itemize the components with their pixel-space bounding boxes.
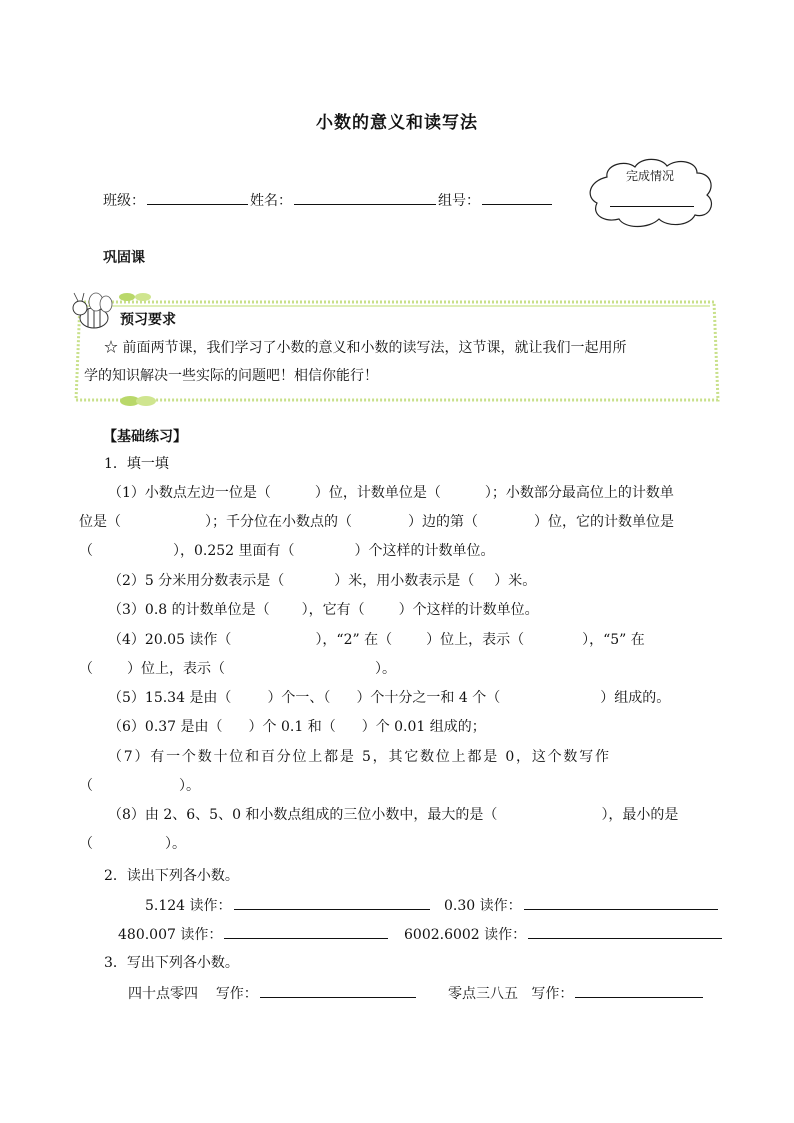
- group-label: 组号：: [438, 193, 480, 209]
- q2-row2-left: [118, 924, 390, 945]
- q1-item5-text-a: （5）15.34 是由（: [108, 690, 232, 706]
- q1-item6: [108, 717, 486, 737]
- leaf-sprig-top-icon: [118, 292, 152, 302]
- q1-item1-text-j: ）个这样的计数单位。: [354, 543, 495, 559]
- q2-row1-left: [145, 895, 432, 916]
- q1-item5-text-c: ）个十分之一和 4 个（: [356, 690, 501, 706]
- leaf-sprig-bottom-icon: [118, 393, 158, 409]
- q3-row-right: [448, 983, 705, 1004]
- q1-item4-text-a: （4）20.05 读作（: [108, 632, 232, 648]
- q2-row1-right: [444, 895, 720, 916]
- q1-item3-text-c: ）个这样的计数单位。: [398, 602, 539, 618]
- q3-write-label: 写作：: [215, 986, 258, 1002]
- q1-item4-line2: [79, 659, 396, 679]
- q1-item8-line2: [79, 834, 186, 854]
- page-title: 小数的意义和读写法: [316, 113, 478, 133]
- preview-text-1: 前面两节课，我们学习了小数的意义和小数的读写法，这节课，就让我们一起用所: [122, 340, 627, 356]
- q1-item5-text-d: ）组成的。: [600, 690, 671, 706]
- q1-item2-text-b: ）米，用小数表示是（: [334, 573, 475, 589]
- q2-read-label: 读作：: [189, 898, 232, 914]
- q1-item1-text-i: ），0.252 里面有（: [173, 543, 295, 559]
- preview-line-2: 学的知识解决一些实际的问题吧！相信你能行！: [84, 368, 378, 384]
- q1-item1-line3: [79, 541, 495, 561]
- q1-item6-text-a: （6）0.37 是由（: [108, 719, 223, 735]
- answer-line[interactable]: [224, 924, 388, 939]
- lesson-type: 巩固课: [103, 250, 145, 266]
- q1-item4-line1: [108, 630, 645, 650]
- q1-item1-line1: [108, 483, 674, 503]
- q1-item7-text-c: ）。: [179, 778, 200, 794]
- q1-item2: [108, 571, 536, 591]
- q2-read-label: 读作：: [180, 927, 223, 943]
- q1-item5-text-b: ）个一、（: [267, 690, 331, 706]
- q2-row2-right: [404, 924, 724, 945]
- completion-blank[interactable]: [610, 206, 694, 207]
- q1-item1-text-g: ）位，它的计数单位是: [534, 514, 674, 530]
- q1-item8-text-d: ）。: [165, 836, 186, 852]
- q1-item1-text-h: （: [79, 543, 93, 559]
- answer-line[interactable]: [524, 895, 718, 910]
- q1-item4-text-d: ），“5” 在: [582, 632, 645, 648]
- q1-item4-text-e: （: [79, 661, 93, 677]
- q2-number: 5.124: [145, 898, 186, 914]
- q3-text: 四十点零四: [128, 986, 198, 1002]
- q1-item6-text-b: ）个 0.1 和（: [248, 719, 336, 735]
- q3-row-left: [128, 983, 418, 1004]
- preview-line-1: [104, 338, 626, 358]
- q1-item8-text-b: ），最小的是: [601, 807, 679, 823]
- q1-item8-text-a: （8）由 2、6、5、0 和小数点组成的三位小数中，最大的是（: [108, 807, 498, 823]
- completion-label: 完成情况: [626, 169, 675, 183]
- star-icon: ☆: [104, 340, 118, 356]
- q1-item1-text-f: ）边的第（: [408, 514, 478, 530]
- header-info-row: [103, 190, 554, 211]
- q1-item1-text-b: ）位，计数单位是（: [314, 485, 441, 501]
- q1-item6-text-c: ）个 0.01 组成的；: [361, 719, 486, 735]
- q1-item5: [108, 688, 670, 708]
- q1-item1-line2: [79, 512, 674, 532]
- bee-icon: [66, 290, 126, 338]
- q2-number: 0.30: [444, 898, 476, 914]
- class-blank[interactable]: [147, 190, 248, 205]
- q1-item1-text-a: （1）小数点左边一位是（: [108, 485, 271, 501]
- q1-item7-line2: [79, 776, 200, 796]
- q1-item4-text-c: ）位上，表示（: [426, 632, 525, 648]
- answer-line[interactable]: [234, 895, 430, 910]
- q1-item4-text-g: ）。: [375, 661, 396, 677]
- q1-item7-text-b: （: [79, 778, 93, 794]
- q1-item3-text-b: ），它有（: [301, 602, 365, 618]
- answer-line[interactable]: [528, 924, 722, 939]
- q2-read-label: 读作：: [484, 927, 527, 943]
- name-label: 姓名：: [250, 193, 292, 209]
- q3-title: 3．写出下列各小数。: [104, 955, 239, 971]
- q2-title: 2．读出下列各小数。: [104, 868, 239, 884]
- q1-item7-line1: （7）有一个数十位和百分位上都是 5，其它数位上都是 0，这个数写作: [108, 749, 611, 765]
- q3-write-label: 写作：: [531, 986, 574, 1002]
- q1-item1-text-d: 位是（: [79, 514, 121, 530]
- answer-line[interactable]: [260, 983, 416, 998]
- q1-item2-text-c: ）米。: [494, 573, 537, 589]
- q1-item1-text-e: ）；千分位在小数点的（: [205, 514, 352, 530]
- answer-line[interactable]: [575, 983, 703, 998]
- q3-text: 零点三八五: [448, 986, 518, 1002]
- q1-item8-text-c: （: [79, 836, 93, 852]
- q1-item2-text-a: （2）5 分米用分数表示是（: [108, 573, 285, 589]
- q2-number: 6002.6002: [404, 927, 480, 943]
- q2-number: 480.007: [118, 927, 176, 943]
- group-blank[interactable]: [482, 190, 552, 205]
- q2-read-label: 读作：: [479, 898, 522, 914]
- class-label: 班级：: [103, 193, 145, 209]
- name-blank[interactable]: [294, 190, 436, 205]
- preview-heading: 预习要求: [120, 312, 176, 328]
- q1-item1-text-c: ）；小数部分最高位上的计数单: [484, 485, 674, 501]
- q1-item4-text-b: ），“2” 在（: [315, 632, 393, 648]
- q1-item3-text-a: （3）0.8 的计数单位是（: [108, 602, 270, 618]
- q1-item3: [108, 600, 539, 620]
- q1-item4-text-f: ）位上，表示（: [127, 661, 225, 677]
- section-basic-practice: 【基础练习】: [103, 429, 187, 445]
- q1-title: 1．填一填: [104, 456, 169, 472]
- q1-item8-line1: [108, 805, 678, 825]
